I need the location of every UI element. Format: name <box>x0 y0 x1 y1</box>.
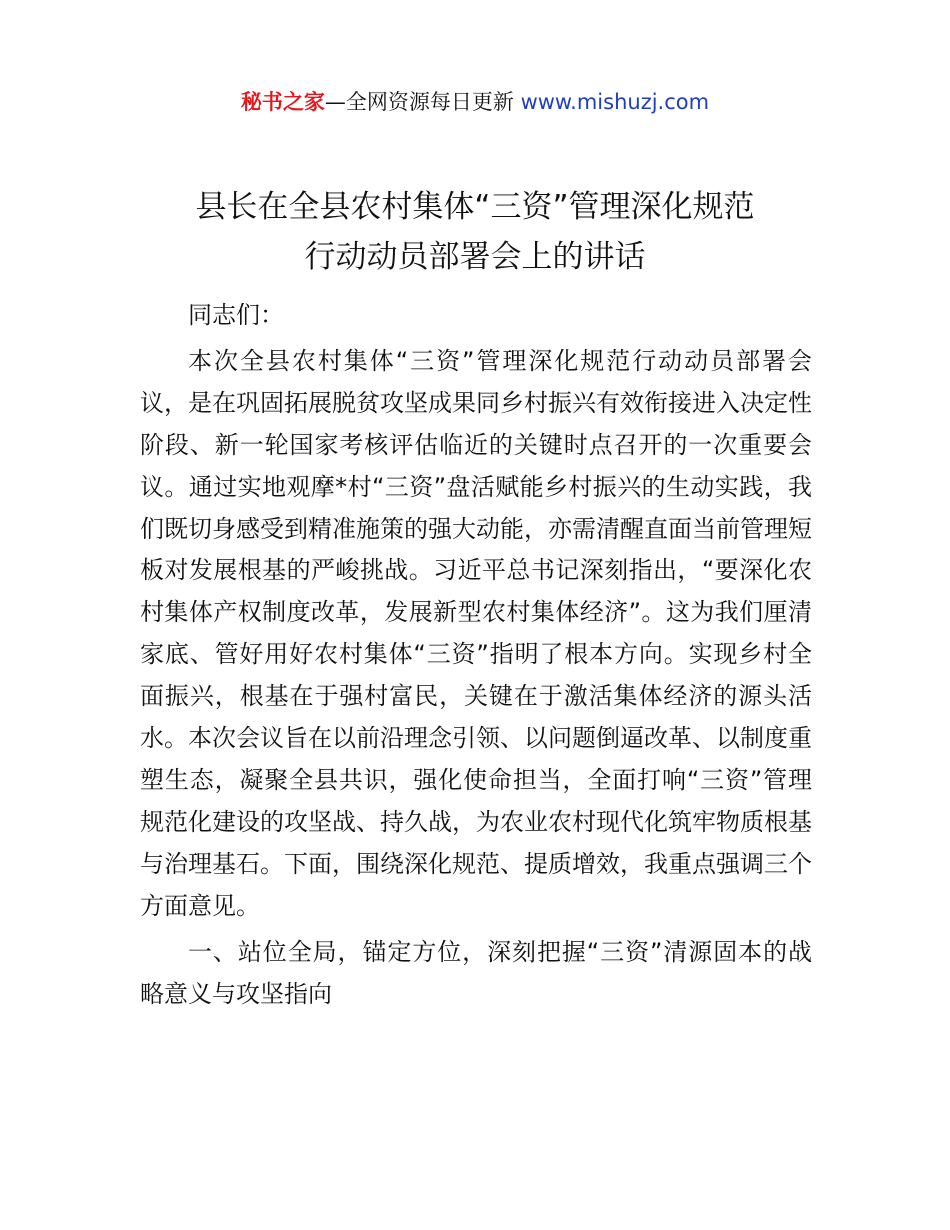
title-line-2: 行动动员部署会上的讲话 <box>304 239 646 275</box>
salutation: 同志们： <box>188 301 284 329</box>
site-banner <box>0 86 950 118</box>
document-body <box>140 295 812 1015</box>
site-brand: 秘书之家 <box>240 90 325 114</box>
body-paragraph-intro: 本次全县农村集体“三资”管理深化规范行动动员部署会议，是在巩固拓展脱贫攻坚成果同乡村振兴有效衔接进入决定性阶段、新一轮国家考核评估临近的关键时点召开的一次重要会议。通过实地观摩*村“三资”盘活赋能乡村振兴的生动实践，我们既切身感受到精准施策的强大动能，亦需清醒直面当前管理短板对发展根基的严峻挑战。习近平总书记深刻指出，“要深化农村集体产权制度改革，发展新型农村集体经济”。这为我们厘清家底、管好用好农村集体“三资”指明了根本方向。实现乡村全面振兴，根基在于强村富民，关键在于激活集体经济的源头活水。本次会议旨在以前沿理念引领、以问题倒逼改革、以制度重塑生态，凝聚全县共识，强化使命担当，全面打响“三资”管理规范化建设的攻坚战、持久战，为农业农村现代化筑牢物质根基与治理基石。下面，围绕深化规范、提质增效，我重点强调三个方面意见。 <box>140 346 812 920</box>
site-tagline: —全网资源每日更新 <box>324 90 521 114</box>
site-url-link[interactable]: www.mishuzj.com <box>520 90 710 114</box>
title-line-1: 县长在全县农村集体“三资”管理深化规范 <box>195 189 755 225</box>
section-heading-1: 一、站位全局，锚定方位，深刻把握“三资”清源固本的战略意义与攻坚指向 <box>140 937 812 1008</box>
document-title <box>0 182 950 282</box>
